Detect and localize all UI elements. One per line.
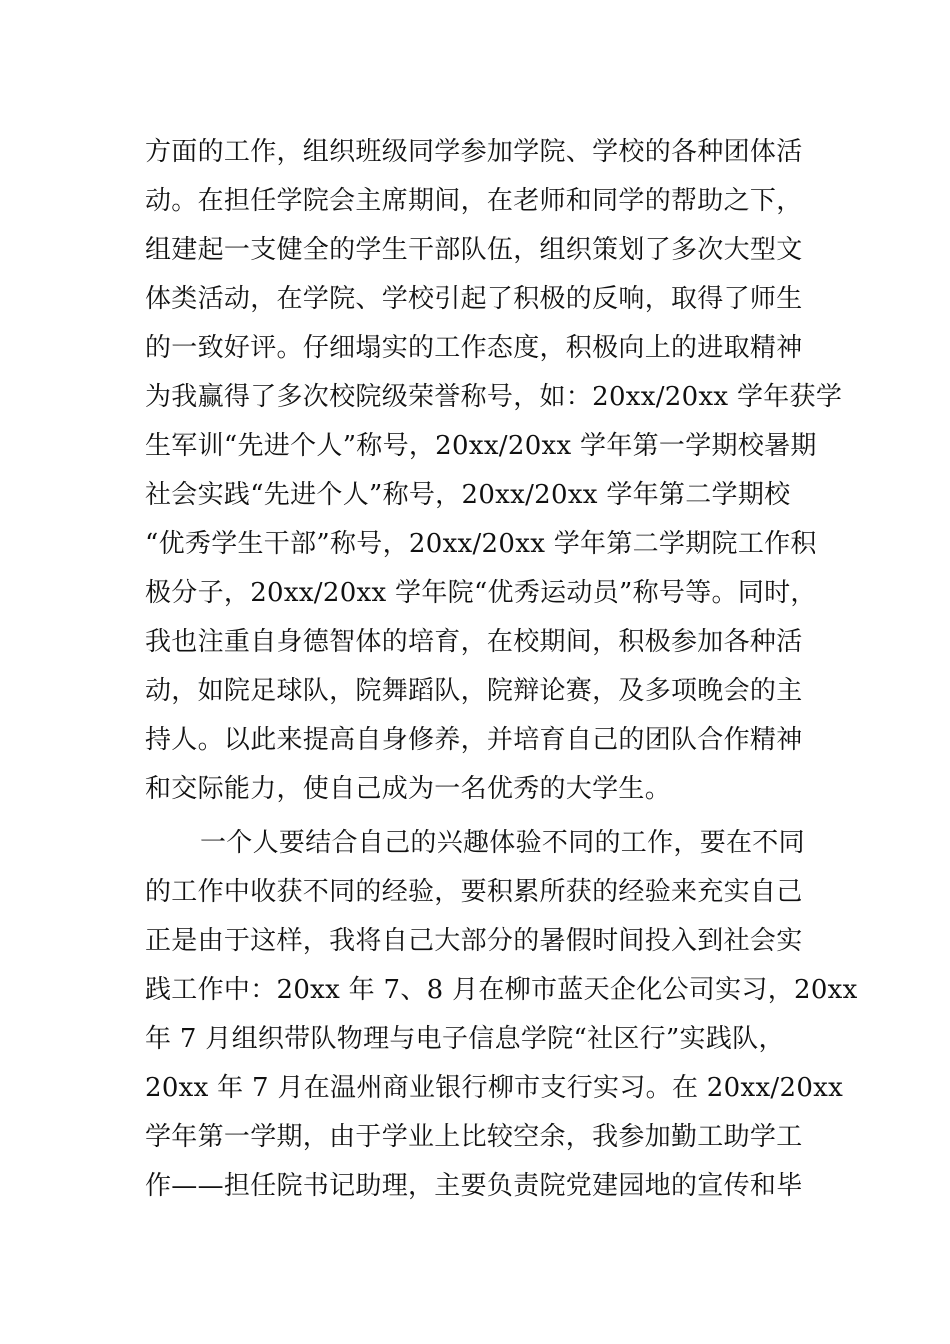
text-line: 为我赢得了多次校院级荣誉称号，如：20xx/20xx 学年获学	[145, 382, 843, 412]
text-line: 作——担任院书记助理，主要负责院党建园地的宣传和毕	[145, 1171, 803, 1201]
text-line: 的一致好评。仔细塌实的工作态度，积极向上的进取精神	[145, 333, 803, 363]
text-line: 和交际能力，使自己成为一名优秀的大学生。	[145, 774, 672, 804]
text-line: 动。在担任学院会主席期间，在老师和同学的帮助之下，	[145, 186, 803, 216]
text-line: 年 7 月组织带队物理与电子信息学院“社区行”实践队，	[145, 1024, 785, 1054]
text-line: 极分子，20xx/20xx 学年院“优秀运动员”称号等。同时，	[145, 578, 817, 608]
text-line: 社会实践“先进个人”称号，20xx/20xx 学年第二学期校	[145, 480, 791, 510]
text-line: 方面的工作，组织班级同学参加学院、学校的各种团体活	[145, 137, 803, 167]
text-line: 生军训“先进个人”称号，20xx/20xx 学年第一学期校暑期	[145, 431, 817, 461]
text-line: 学年第一学期，由于学业上比较空余，我参加勤工助学工	[145, 1122, 803, 1152]
text-line: 体类活动，在学院、学校引起了积极的反响，取得了师生	[145, 284, 803, 314]
text-line: 践工作中：20xx 年 7、8 月在柳市蓝天企化公司实习，20xx	[145, 975, 858, 1005]
text-line: “优秀学生干部”称号，20xx/20xx 学年第二学期院工作积	[145, 529, 817, 559]
text-line: 20xx 年 7 月在温州商业银行柳市支行实习。在 20xx/20xx	[145, 1073, 844, 1103]
paragraph-first-line: 一个人要结合自己的兴趣体验不同的工作，要在不同	[200, 828, 805, 858]
text-line: 持人。以此来提高自身修养，并培育自己的团队合作精神	[145, 725, 803, 755]
text-line: 组建起一支健全的学生干部队伍，组织策划了多次大型文	[145, 235, 803, 265]
text-line: 动，如院足球队，院舞蹈队，院辩论赛，及多项晚会的主	[145, 676, 803, 706]
text-line: 的工作中收获不同的经验，要积累所获的经验来充实自己	[145, 877, 803, 907]
text-line: 我也注重自身德智体的培育，在校期间，积极参加各种活	[145, 627, 803, 657]
text-line: 正是由于这样，我将自己大部分的暑假时间投入到社会实	[145, 926, 803, 956]
